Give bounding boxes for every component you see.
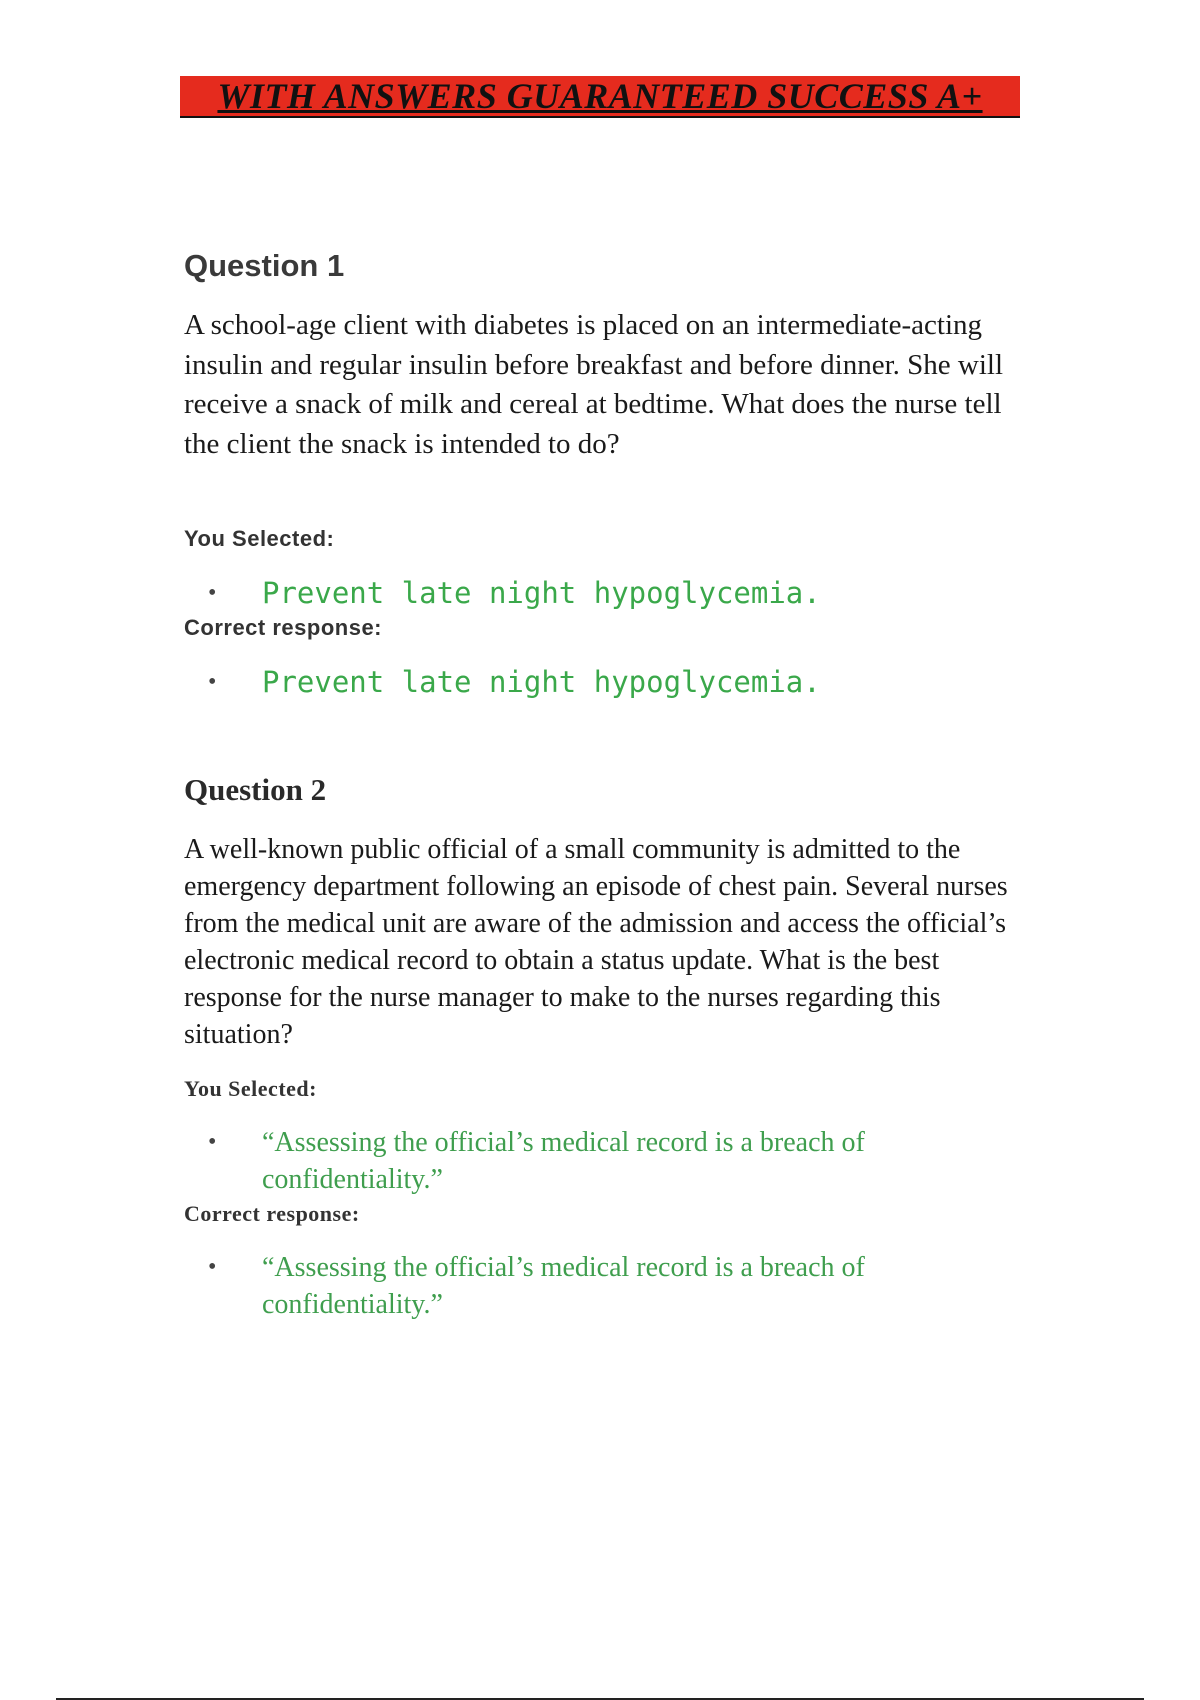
question-1-heading: Question 1 xyxy=(184,248,345,283)
bullet-icon: • xyxy=(208,580,217,606)
question-2-selected-answer: “Assessing the official’s medical record is a breach of confidentiality.” xyxy=(262,1127,865,1195)
bullet-icon: • xyxy=(208,1129,217,1155)
question-1-selected-label: You Selected: xyxy=(184,526,335,551)
question-2-text: A well-known public official of a small community is admitted to the emergency department following an episode of chest pain. Several nurses from the medical unit are aware of the admission and access the official’s electronic medical record to obtain a status update. What is the best response for the nurse manager to make to the nurses regarding this situation? xyxy=(184,834,1008,1050)
bullet-icon: • xyxy=(208,669,217,695)
question-2-selected-answer-row xyxy=(208,1124,942,1198)
question-1-correct-label: Correct response: xyxy=(184,615,383,640)
question-2-heading: Question 2 xyxy=(184,772,327,807)
question-2-selected-label: You Selected: xyxy=(184,1076,317,1101)
question-2-correct-answer-row xyxy=(208,1249,942,1323)
question-1-selected-answer: Prevent late night hypoglycemia. xyxy=(262,576,821,610)
bullet-icon: • xyxy=(208,1254,217,1280)
question-2-correct-answer: “Assessing the official’s medical record is a breach of confidentiality.” xyxy=(262,1252,865,1320)
banner-title: WITH ANSWERS GUARANTEED SUCCESS A+ xyxy=(217,76,983,116)
question-1-selected-answer-row xyxy=(208,575,821,611)
question-1-text: A school-age client with diabetes is placed on an intermediate-acting insulin and regular insulin before breakfast and before dinner. She will receive a snack of milk and cereal at bedtime. What does the nurse tell the client the snack is intended to do? xyxy=(184,309,1004,460)
question-2-correct-label: Correct response: xyxy=(184,1201,360,1226)
question-1-correct-answer-row xyxy=(208,664,821,700)
question-1-correct-answer: Prevent late night hypoglycemia. xyxy=(262,665,821,699)
title-banner xyxy=(180,76,1020,118)
